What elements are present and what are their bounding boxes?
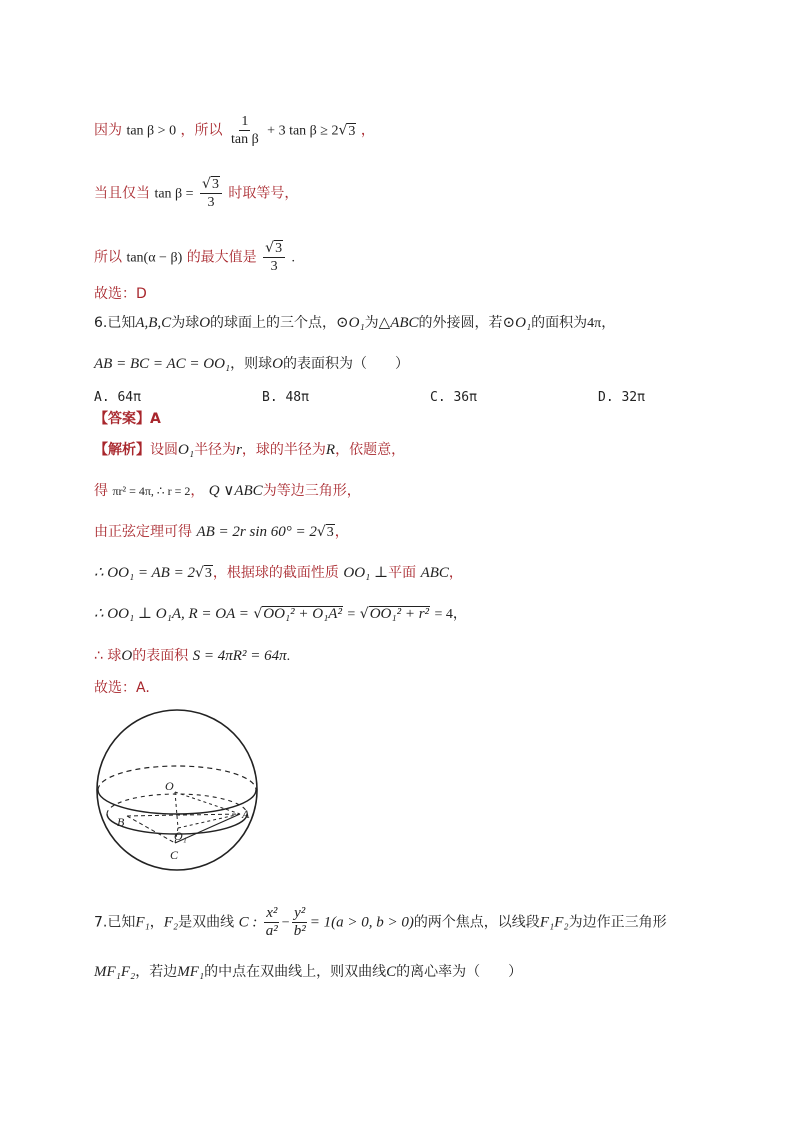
math: C — [386, 964, 397, 980]
label-a: A — [242, 807, 250, 821]
question-6-condition — [94, 354, 409, 374]
math: F₁ — [135, 914, 150, 931]
analysis-final: 故选：A. — [94, 680, 150, 696]
question-7-line-1 — [94, 905, 667, 940]
choice-a: A. 64π — [94, 390, 141, 405]
math: ∴ OO₁ = AB = 2 — [94, 565, 195, 581]
math: O — [272, 356, 283, 372]
math: Q ∨ABC — [208, 483, 263, 499]
solution-answer: 故选：D — [94, 286, 147, 302]
math: ∴ OO₁ ⊥ O₁A, R = OA = — [94, 606, 249, 622]
answer-label: 【答案】A — [94, 411, 161, 427]
text: 因为 — [94, 122, 122, 139]
equator-back — [98, 766, 256, 790]
text: ，则球 — [230, 356, 273, 372]
text: 的球面上的三个点， — [210, 315, 337, 331]
math: F₁F₂ — [539, 914, 569, 931]
text: 的面积为 — [531, 315, 588, 331]
fraction-y — [292, 905, 308, 940]
text: 的最大值是 — [186, 249, 257, 266]
sphere-outline — [97, 710, 257, 870]
text: ， — [448, 565, 463, 581]
text: 为等边三角形， — [262, 483, 361, 499]
text: 半径为 — [194, 442, 237, 458]
sphere-figure — [90, 706, 270, 876]
fraction — [229, 113, 261, 148]
math: AB = BC = AC = OO₁ — [94, 356, 231, 372]
math: R — [325, 442, 336, 458]
text: . — [286, 649, 291, 664]
text: 的两个焦点，以线段 — [413, 914, 540, 931]
text: 设圆 — [150, 442, 178, 458]
label-b: B — [117, 815, 125, 829]
math: OO₁ ⊥ — [343, 565, 389, 581]
solution-line-1 — [94, 113, 375, 148]
math: tan β = — [154, 186, 194, 202]
solution-line-3 — [94, 240, 295, 275]
radicand: 3 — [275, 241, 283, 256]
question-7-line-2 — [94, 962, 522, 982]
math: O — [121, 648, 133, 664]
text: ， — [190, 483, 205, 499]
math: = 4， — [434, 607, 467, 622]
text: 所以 — [94, 249, 122, 266]
choice-d: D. 32π — [598, 390, 645, 405]
math: O — [199, 315, 211, 331]
math: A,B,C — [135, 315, 172, 331]
numerator — [263, 240, 285, 258]
text: 为边作正三角形 — [568, 914, 667, 931]
math: + 3 tan β ≥ 2 — [267, 123, 339, 139]
math: S = 4πR² = 64π — [192, 648, 287, 664]
denominator: a² — [265, 923, 278, 939]
text: 由正弦定理可得 — [94, 524, 192, 540]
sqrt-icon: √ — [338, 122, 348, 139]
text: 的表面积 — [132, 648, 189, 664]
math: − — [281, 915, 290, 931]
choice-b: B. 48π — [262, 390, 309, 405]
text: 7.已知 — [94, 914, 136, 931]
text: ，根据球的截面性质 — [212, 565, 339, 581]
text: ， — [149, 914, 164, 931]
sqrt-icon: √ — [359, 606, 369, 622]
sqrt-icon: √ — [194, 565, 204, 581]
fraction — [200, 176, 222, 211]
analysis-line-4 — [94, 563, 463, 583]
math: πr² = 4π, ∴ r = 2 — [112, 484, 191, 498]
segment-oo1 — [175, 792, 178, 828]
analysis-line-5 — [94, 604, 467, 625]
math: 4π — [587, 316, 602, 331]
math: r — [236, 442, 242, 458]
numerator: 1 — [241, 114, 249, 129]
analysis-label: 【解析】 — [94, 442, 150, 458]
radicand: OO₁² + O₁A² — [263, 606, 342, 622]
text: 得 — [94, 483, 108, 499]
math: tan(α − β) — [126, 250, 183, 266]
analysis-line-1 — [94, 440, 405, 460]
question-6-stem — [94, 313, 615, 334]
math: AB = 2r sin 60° = 2 — [196, 524, 317, 540]
text: ，依题意， — [335, 442, 406, 458]
text: ∴ 球 — [94, 648, 122, 664]
radicand: 3 — [204, 566, 212, 581]
sqrt-icon: √ — [265, 240, 275, 256]
denominator: tan β — [230, 132, 259, 147]
solution-line-2 — [94, 176, 298, 211]
label-c: C — [170, 848, 179, 862]
text: ，所以 — [180, 122, 223, 139]
sqrt-icon: √ — [253, 606, 263, 622]
numerator — [200, 176, 222, 194]
text: ， — [334, 524, 349, 540]
text: 是双曲线 — [178, 914, 235, 931]
denominator: 3 — [270, 259, 278, 274]
text: ， — [360, 122, 375, 139]
math: ABC — [420, 565, 449, 581]
fraction — [263, 240, 285, 275]
text: 6.已知 — [94, 315, 136, 331]
math: MF₁ — [177, 964, 205, 980]
text: 平面 — [388, 565, 417, 581]
text: 当且仅当 — [94, 185, 150, 202]
math: O₁ — [178, 442, 195, 458]
fraction-x — [264, 905, 280, 940]
numerator: y² — [294, 905, 306, 921]
text: 的外接圆，若 — [418, 315, 503, 331]
text: 为球 — [171, 315, 200, 331]
denominator: b² — [293, 923, 306, 939]
text: 为 — [364, 315, 379, 331]
text: ，若边 — [135, 964, 178, 980]
numerator: x² — [266, 905, 278, 921]
math: = — [347, 607, 356, 622]
label-o1: O₁ — [174, 829, 187, 843]
radicand: 3 — [348, 123, 356, 139]
text: ， — [601, 315, 616, 331]
math: = 1(a > 0, b > 0) — [309, 914, 414, 931]
choice-c: C. 36π — [430, 390, 477, 405]
math: tan β > 0 — [126, 123, 177, 139]
segment-oa — [175, 792, 240, 814]
math: ⊙O₁ — [336, 315, 365, 331]
math: MF₁F₂ — [94, 964, 136, 980]
sqrt-icon: √ — [316, 524, 326, 540]
text: 的表面积为（ ） — [282, 356, 409, 372]
text: 的中点在双曲线上，则双曲线 — [204, 964, 387, 980]
radicand: 3 — [211, 177, 219, 192]
math: △ABC — [378, 315, 419, 331]
analysis-line-6 — [94, 646, 290, 667]
denominator: 3 — [207, 195, 215, 210]
analysis-line-2 — [94, 481, 361, 501]
analysis-line-3 — [94, 522, 349, 542]
sqrt-icon: √ — [202, 176, 211, 192]
segment-o1a — [178, 814, 240, 828]
math: C : — [238, 914, 258, 931]
text: ，球的半径为 — [241, 442, 326, 458]
text: 时取等号， — [228, 185, 299, 202]
math: ⊙O₁ — [502, 315, 532, 331]
math: F₂ — [163, 914, 179, 931]
text: 的离心率为（ ） — [396, 964, 523, 980]
radicand: 3 — [326, 525, 334, 540]
radicand: OO₁² + r² — [369, 606, 430, 622]
label-o: O — [165, 779, 174, 793]
text: . — [291, 250, 296, 266]
